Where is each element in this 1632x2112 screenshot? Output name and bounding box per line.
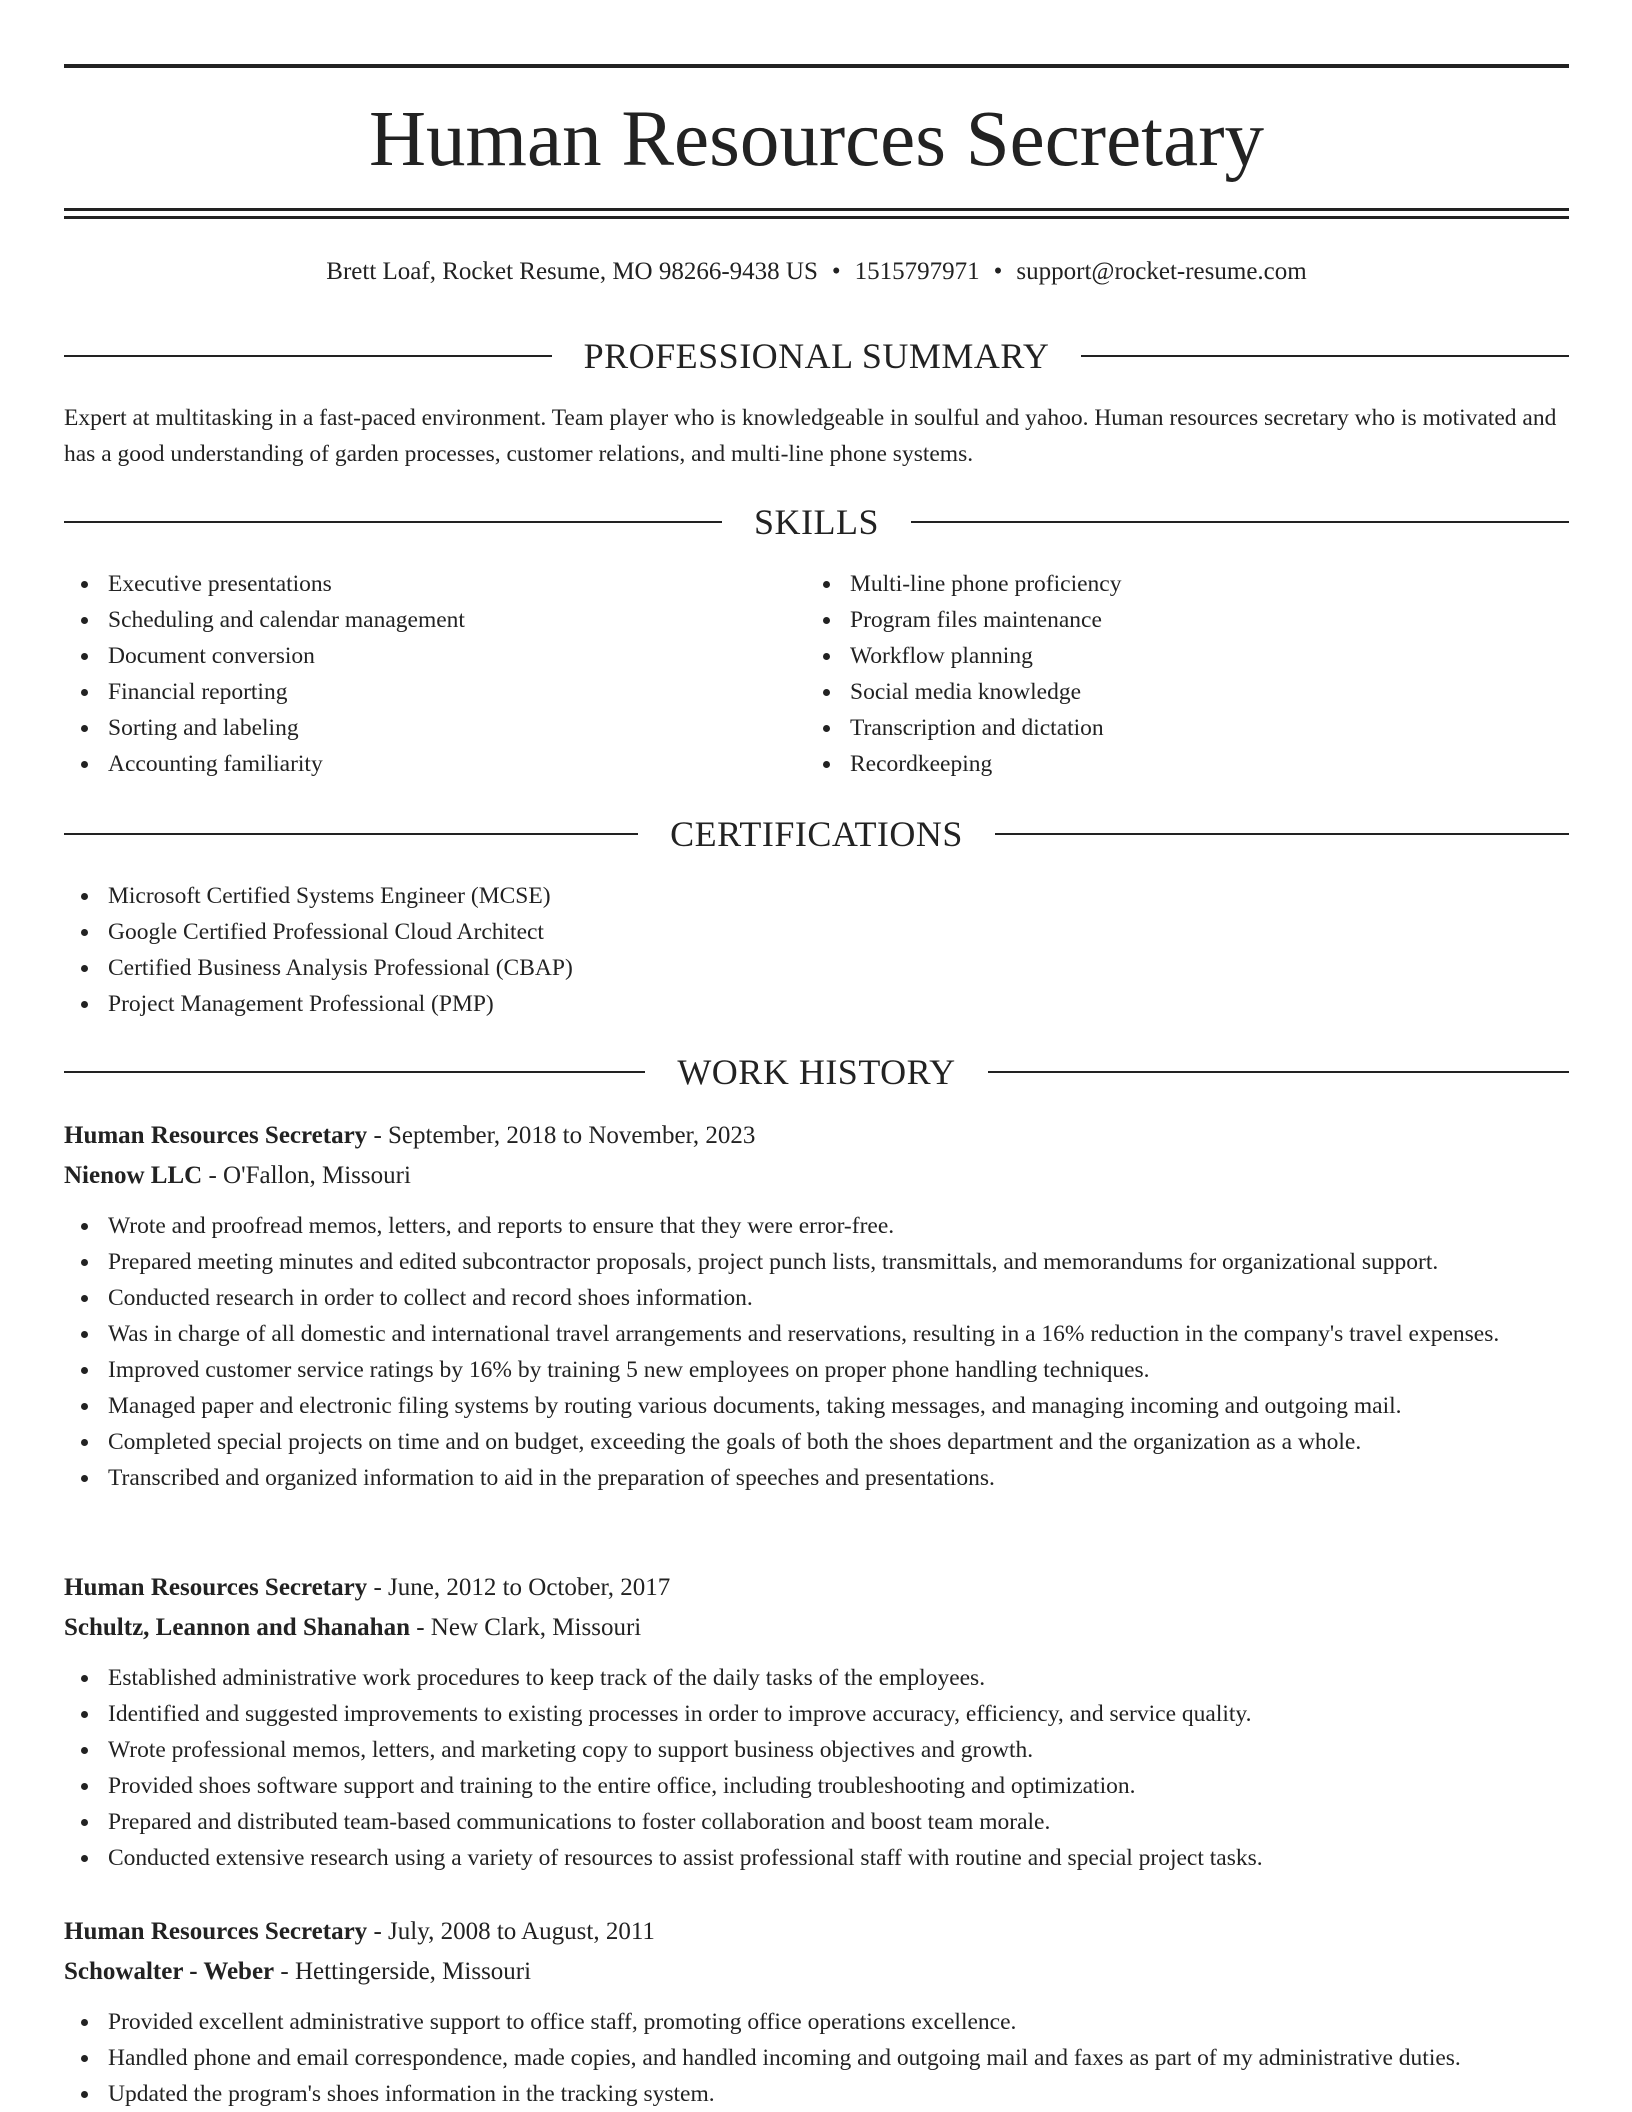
contact-address: Brett Loaf, Rocket Resume, MO 98266-9438 US — [326, 258, 818, 285]
job-title-line — [64, 1912, 1569, 1952]
certification-item: Microsoft Certified Systems Engineer (MCSE) — [64, 878, 1569, 914]
job-title: Human Resources Secretary — [64, 1122, 368, 1149]
contact-line — [64, 254, 1569, 290]
skill-item: Accounting familiarity — [64, 746, 764, 782]
section-header-summary — [64, 336, 1569, 376]
job-bullet: Transcribed and organized information to aid in the preparation of speeches and presentations. — [64, 1460, 1569, 1496]
section-rule — [64, 1071, 645, 1073]
job-title: Human Resources Secretary — [64, 1574, 368, 1601]
skills-left-column — [64, 566, 764, 782]
job-company-line — [64, 1952, 1569, 1992]
job-title-line — [64, 1568, 1569, 1608]
job-bullets — [64, 2004, 1569, 2112]
job-company-line — [64, 1156, 1569, 1196]
job-bullet: Was in charge of all domestic and international travel arrangements and reservations, resulting in a 16% reduction in the company's travel expenses. — [64, 1316, 1569, 1352]
skill-item: Executive presentations — [64, 566, 764, 602]
job-bullets — [64, 1660, 1569, 1876]
certification-item: Google Certified Professional Cloud Architect — [64, 914, 1569, 950]
job-bullet: Conducted research in order to collect and record shoes information. — [64, 1280, 1569, 1316]
section-title: SKILLS — [754, 502, 880, 542]
section-rule — [64, 833, 638, 835]
job-entry — [64, 1568, 1569, 1876]
summary-text: Expert at multitasking in a fast-paced environment. Team player who is knowledgeable in soulful and yahoo. Human resources secretary who is motivated and has a good understanding of garden processes, customer relations, and multi-line phone systems. — [64, 405, 1557, 467]
title-double-rule-lower — [64, 216, 1569, 219]
job-bullet: Wrote and proofread memos, letters, and reports to ensure that they were error-free. — [64, 1208, 1569, 1244]
contact-phone: 1515797971 — [854, 258, 980, 285]
section-title: PROFESSIONAL SUMMARY — [583, 336, 1050, 376]
job-bullets — [64, 1208, 1569, 1496]
skills-list-right — [806, 566, 1506, 782]
section-rule — [64, 521, 722, 523]
section-rule — [911, 521, 1569, 523]
job-company: Nienow LLC — [64, 1162, 203, 1189]
skill-item: Transcription and dictation — [806, 710, 1506, 746]
section-title: CERTIFICATIONS — [670, 814, 963, 854]
section-header-certifications — [64, 814, 1569, 854]
top-rule — [64, 64, 1569, 68]
contact-separator: • — [831, 258, 841, 285]
section-rule — [988, 1071, 1569, 1073]
job-location: - O'Fallon, Missouri — [202, 1162, 411, 1189]
job-title-line — [64, 1116, 1569, 1156]
job-bullet: Provided excellent administrative support to office staff, promoting office operations excellence. — [64, 2004, 1569, 2040]
certifications-block — [64, 878, 1569, 1022]
section-rule — [64, 355, 552, 357]
title-double-rule-upper — [64, 208, 1569, 211]
job-dates: - June, 2012 to October, 2017 — [367, 1574, 671, 1601]
job-bullet: Managed paper and electronic filing systems by routing various documents, taking messages, and managing incoming and outgoing mail. — [64, 1388, 1569, 1424]
job-dates: - September, 2018 to November, 2023 — [367, 1122, 756, 1149]
job-bullet: Handled phone and email correspondence, made copies, and handled incoming and outgoing mail and faxes as part of my administrative duties. — [64, 2040, 1569, 2076]
skill-item: Workflow planning — [806, 638, 1506, 674]
skill-item: Multi-line phone proficiency — [806, 566, 1506, 602]
section-header-work-history — [64, 1052, 1569, 1092]
job-entry — [64, 1116, 1569, 1496]
job-company: Schultz, Leannon and Shanahan — [64, 1614, 410, 1641]
job-bullet: Identified and suggested improvements to existing processes in order to improve accuracy, efficiency, and service quality. — [64, 1696, 1569, 1732]
skill-item: Document conversion — [64, 638, 764, 674]
section-rule — [995, 833, 1569, 835]
skill-item: Sorting and labeling — [64, 710, 764, 746]
section-title: WORK HISTORY — [677, 1052, 956, 1092]
job-bullet: Conducted extensive research using a variety of resources to assist professional staff with routine and special project tasks. — [64, 1840, 1569, 1876]
certifications-list — [64, 878, 1569, 1022]
section-rule — [1081, 355, 1569, 357]
job-bullet: Prepared meeting minutes and edited subcontractor proposals, project punch lists, transmittals, and memorandums for organizational support. — [64, 1244, 1569, 1280]
resume-title: Human Resources Secretary — [369, 96, 1264, 183]
job-title: Human Resources Secretary — [64, 1918, 368, 1945]
certification-item: Project Management Professional (PMP) — [64, 986, 1569, 1022]
job-location: - New Clark, Missouri — [409, 1614, 642, 1641]
skill-item: Social media knowledge — [806, 674, 1506, 710]
contact-separator: • — [993, 258, 1003, 285]
job-company: Schowalter - Weber — [64, 1958, 275, 1985]
job-entry — [64, 1912, 1569, 2112]
job-bullet: Prepared and distributed team-based communications to foster collaboration and boost team morale. — [64, 1804, 1569, 1840]
job-bullet: Completed special projects on time and on budget, exceeding the goals of both the shoes department and the organization as a whole. — [64, 1424, 1569, 1460]
job-bullet: Provided shoes software support and training to the entire office, including troubleshooting and optimization. — [64, 1768, 1569, 1804]
skill-item: Program files maintenance — [806, 602, 1506, 638]
skill-item: Scheduling and calendar management — [64, 602, 764, 638]
job-bullet: Wrote professional memos, letters, and marketing copy to support business objectives and growth. — [64, 1732, 1569, 1768]
job-bullet: Updated the program's shoes information in the tracking system. — [64, 2076, 1569, 2112]
job-dates: - July, 2008 to August, 2011 — [367, 1918, 655, 1945]
contact-email: support@rocket-resume.com — [1016, 258, 1307, 285]
section-header-skills — [64, 502, 1569, 542]
skills-list-left — [64, 566, 764, 782]
job-company-line — [64, 1608, 1569, 1648]
job-bullet: Established administrative work procedures to keep track of the daily tasks of the employees. — [64, 1660, 1569, 1696]
skill-item: Financial reporting — [64, 674, 764, 710]
job-location: - Hettingerside, Missouri — [274, 1958, 532, 1985]
skill-item: Recordkeeping — [806, 746, 1506, 782]
certification-item: Certified Business Analysis Professional (CBAP) — [64, 950, 1569, 986]
job-bullet: Improved customer service ratings by 16% by training 5 new employees on proper phone handling techniques. — [64, 1352, 1569, 1388]
skills-right-column — [806, 566, 1506, 782]
